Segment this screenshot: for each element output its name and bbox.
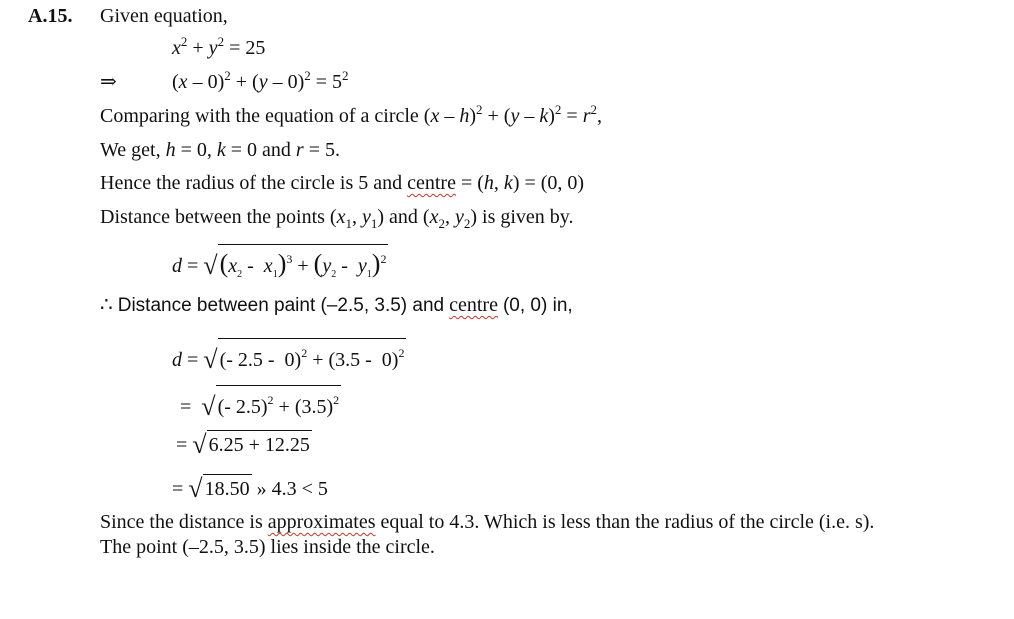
equals-sign: = xyxy=(172,478,184,500)
intro-line: Given equation, xyxy=(100,5,228,27)
conclusion-line-2: The point (–2.5, 3.5) lies inside the circle. xyxy=(100,536,435,558)
approx-result: » 4.3 < 5 xyxy=(256,478,328,500)
equation-line-2: $(x - 0)^2 + (y - 0)^2 = 5^2$ xyxy=(172,68,349,93)
equation-line-1: $x^2 + y^2 = 25$ xyxy=(172,34,266,59)
radicand-4: 18.50 xyxy=(203,474,252,501)
result-line: We get, h = 0, k = 0 and r = 5. xyxy=(100,139,340,161)
centre-word: centre xyxy=(407,172,456,194)
distance-formula: $d = √(x_2 - x_1)^3 + (y_2 - y_1)^2$ xyxy=(172,244,388,287)
conclusion-line-1 xyxy=(100,510,874,534)
equals-sign: = xyxy=(176,434,188,456)
approximates-word: approximates xyxy=(267,511,376,533)
calc-step-1: d = √ (- 2.5 - 0)$^2$ + (3.5 - 0)$^2$ xyxy=(172,338,406,372)
comparison-line: Comparing with the equation of a circle $(x - h)^2 + (y - k)^2 = r^2$, xyxy=(100,102,602,127)
calc-step-2: = √ (- $2.5)^2 + (3.5)^2$ xyxy=(180,385,341,419)
implies-arrow: ⇒ xyxy=(100,71,117,93)
distance-intro-line: Distance between the points ($x_1$, $y_1$) and ($x_2$, $y_2$) is given by. xyxy=(100,206,574,231)
therefore-line: ∴ Distance between paint (–2.5, 3.5) and centre (0, 0) in, xyxy=(100,294,573,316)
calc-step-3: = √ 6.25 + 12.25 xyxy=(176,430,310,459)
centre-word-2: centre xyxy=(449,294,498,316)
calc-step-4: = √ 18.50 » 4.3 < 5 xyxy=(172,474,328,503)
radius-centre-line: Hence the radius of the circle is 5 and centre = (h, k) = (0, 0) xyxy=(100,172,585,194)
radius-text: Hence the radius of the circle is 5 and xyxy=(100,172,403,194)
conclusion-part-a: Since the distance is xyxy=(100,511,263,533)
question-label: A.15. xyxy=(28,5,73,27)
conclusion-part-c: equal to 4.3. Which is less than the radius of the circle (i.e. s). xyxy=(380,511,875,533)
radicand-3: 6.25 + 12.25 xyxy=(207,430,312,457)
